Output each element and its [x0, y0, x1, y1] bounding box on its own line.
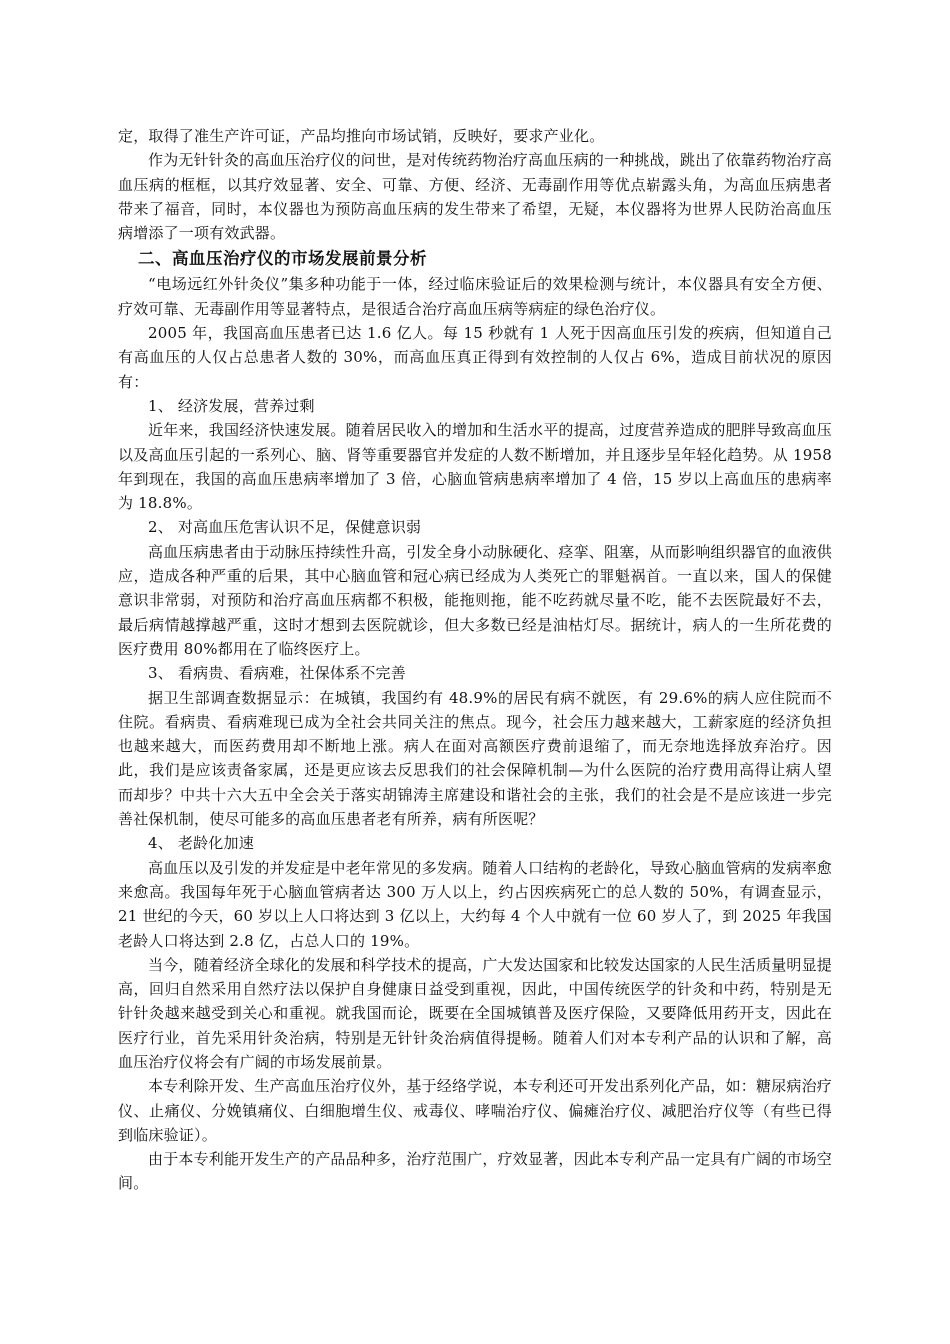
product-paragraph: “电场远红外针灸仪”集多种功能于一体，经过临床验证后的效果检测与统计，本仪器具有安全方便、疗效可靠、无毒副作用等显著特点，是很适合治疗高血压病等病症的绿色治疗仪。: [118, 275, 832, 318]
reason-3-title: 3、 看病贵、看病难，社保体系不完善: [148, 664, 406, 683]
reason-1-body: 近年来，我国经济快速发展。随着居民收入的增加和生活水平的提高，过度营养造成的肥胖导致高血压以及高血压引起的一系列心、脑、肾等重要器官并发症的人数不断增加，并且逐步呈年轻化趋势。从 1958 年到现在，我国的高血压患病率增加了 3 倍，心脑血管病患病率增加了 4 倍，15 岁以上高血压的患病率为 18.8%。: [118, 421, 833, 513]
reason-2-title: 2、 对高血压危害认识不足，保健意识弱: [148, 518, 422, 537]
reason-4-body: 高血压以及引发的并发症是中老年常见的多发病。随着人口结构的老龄化，导致心脑血管病的发病率愈来愈高。我国每年死于心脑血管病者达 300 万人以上，约占因疾病死亡的总人数的 50%，有调查显示，21 世纪的今天，60 岁以上人口将达到 3 亿以上，大约每 4 个人中就有一位 60 岁人了，到 2025 年我国老龄人口将达到 2.8 亿，占总人口的 19%。: [118, 858, 833, 950]
reason-1-title: 1、 经济发展，营养过剩: [148, 396, 315, 415]
intro-paragraph: 作为无针针灸的高血压治疗仪的问世，是对传统药物治疗高血压病的一种挑战，跳出了依靠药物治疗高血压病的框框，以其疗效显著、安全、可靠、方便、经济、无毒副作用等优点崭露头角，为高血压病患者带来了福音，同时，本仪器也为预防高血压病的发生带来了希望，无疑，本仪器将为世界人民防治高血压病增添了一项有效武器。: [118, 151, 833, 243]
reason-3-body: 据卫生部调查数据显示：在城镇，我国约有 48.9%的居民有病不就医，有 29.6%的病人应住院而不住院。看病贵、看病难现已成为全社会共同关注的焦点。现今，社会压力越来越大，工薪家庭的经济负担也越来越大，而医药费用却不断地上涨。病人在面对高额医疗费前退缩了，而无奈地选择放弃治疗。因此，我们是应该责备家属，还是更应该去反思我们的社会保障机制—为什么医院的治疗费用高得让病人望而却步？中共十六大五中全会关于落实胡锦涛主席建设和谐社会的主张，我们的社会是不是应该进一步完善社保机制，使尽可能多的高血压患者老有所养，病有所医呢？: [118, 688, 832, 829]
stats-paragraph: 2005 年，我国高血压患者已达 1.6 亿人。每 15 秒就有 1 人死于因高血压引发的疾病，但知道自己有高血压的人仅占总患者人数的 30%，而高血压真正得到有效控制的人仅占 6%，造成目前状况的原因有：: [118, 324, 832, 391]
reason-4-title: 4、 老龄化加速: [148, 834, 254, 853]
reason-2-body: 高血压病患者由于动脉压持续性升高，引发全身小动脉硬化、痉挛、阻塞，从而影响组织器官的血液供应，造成各种严重的后果，其中心脑血管和冠心病已经成为人类死亡的罪魁祸首。一直以来，国人的保健意识非常弱，对预防和治疗高血压病都不积极，能拖则拖，能不吃药就尽量不吃，能不去医院最好不去，最后病情越撑越严重，这时才想到去医院就诊，但大多数已经是油枯灯尽。据统计，病人的一生所花费的医疗费用 80%都用在了临终医疗上。: [118, 542, 833, 658]
continuation-paragraph: 定，取得了准生产许可证，产品均推向市场试销，反映好，要求产业化。: [118, 127, 605, 145]
conclusion-paragraph: 由于本专利能开发生产的产品品种多，治疗范围广，疗效显著，因此本专利产品一定具有广阔的市场空间。: [118, 1150, 833, 1193]
document-page: [118, 124, 832, 1196]
patent-products-paragraph: 本专利除开发、生产高血压治疗仪外，基于经络学说，本专利还可开发出系列化产品，如：糖尿病治疗仪、止痛仪、分娩镇痛仪、白细胞增生仪、戒毒仪、哮喘治疗仪、偏瘫治疗仪、减肥治疗仪等（有些已得到临床验证）。: [118, 1077, 833, 1144]
outlook-paragraph: 当今，随着经济全球化的发展和科学技术的提高，广大发达国家和比较发达国家的人民生活质量明显提高，回归自然采用自然疗法以保护自身健康日益受到重视，因此，中国传统医学的针灸和中药，特别是无针针灸越来越受到关心和重视。就我国而论，既要在全国城镇普及医疗保险，又要降低用药开支，因此在医疗行业，首先采用针灸治病，特别是无针针灸治病值得提畅。随着人们对本专利产品的认识和了解，高血压治疗仪将会有广阔的市场发展前景。: [118, 955, 833, 1071]
section-heading: 二、高血压治疗仪的市场发展前景分析: [138, 249, 427, 269]
